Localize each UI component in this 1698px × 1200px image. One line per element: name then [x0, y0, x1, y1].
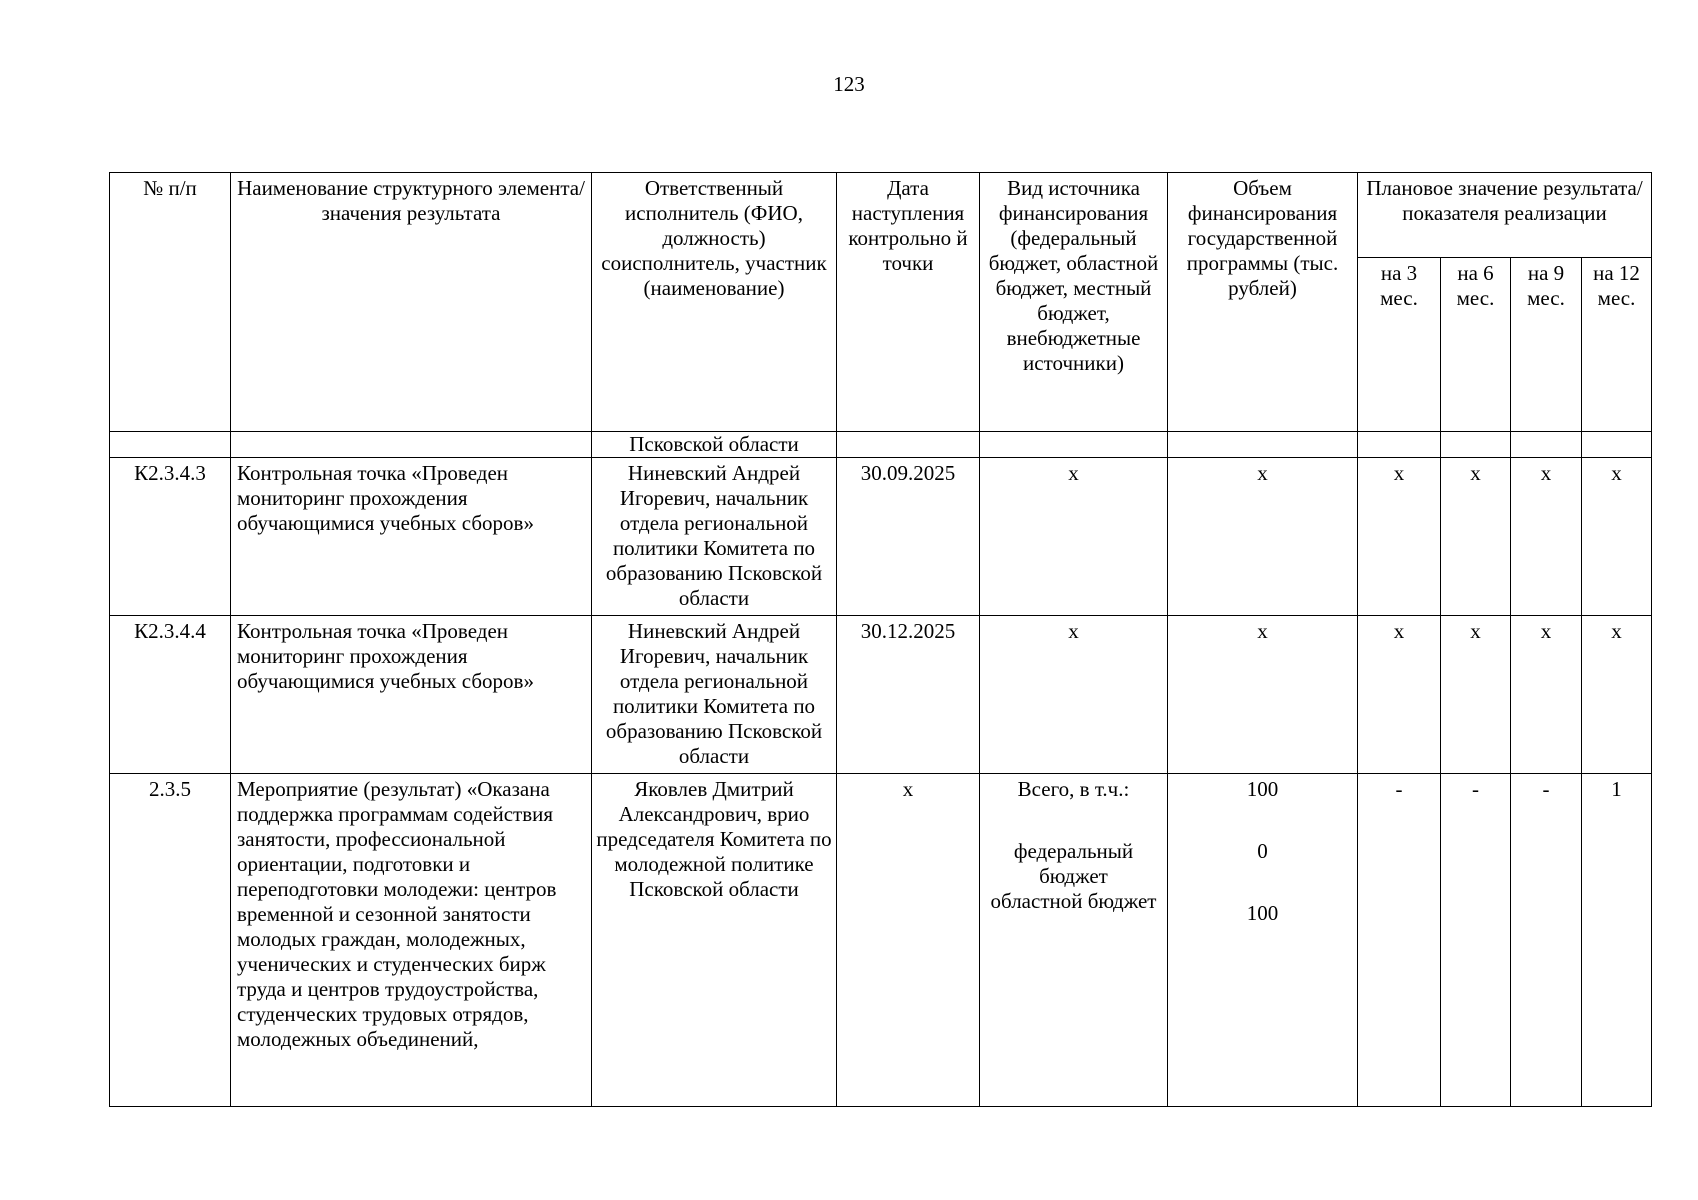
header-m9: на 9 мес.	[1511, 258, 1582, 432]
row-m9: х	[1511, 458, 1582, 616]
volume-regional: 100	[1246, 901, 1279, 925]
cell	[1358, 432, 1441, 458]
source-total: Всего, в т.ч.:	[1017, 777, 1130, 801]
row-date: х	[837, 774, 980, 1107]
row-date: 30.12.2025	[837, 616, 980, 774]
cell	[1511, 432, 1582, 458]
header-date: Дата наступления контрольно й точки	[837, 173, 980, 432]
volume-federal: 0	[1257, 839, 1268, 863]
row-num: К2.3.4.3	[110, 458, 231, 616]
row-m6: х	[1441, 458, 1511, 616]
table-row	[110, 458, 1652, 616]
cell	[1582, 432, 1652, 458]
row-m9: х	[1511, 616, 1582, 774]
header-responsible: Ответственный исполнитель (ФИО, должность) соисполнитель, участник (наименование)	[592, 173, 837, 432]
row-volume	[1168, 774, 1358, 1107]
row-date: 30.09.2025	[837, 458, 980, 616]
row-volume: х	[1168, 458, 1358, 616]
row-volume: х	[1168, 616, 1358, 774]
table-row	[110, 774, 1652, 1107]
cell	[231, 432, 592, 458]
cell	[980, 432, 1168, 458]
header-name: Наименование структурного элемента/ значения результата	[231, 173, 592, 432]
row-m12: 1	[1582, 774, 1652, 1107]
header-num: № п/п	[110, 173, 231, 432]
row-m3: х	[1358, 458, 1441, 616]
cell	[1441, 432, 1511, 458]
row-num: 2.3.5	[110, 774, 231, 1107]
row-m9: -	[1511, 774, 1582, 1107]
cell	[1168, 432, 1358, 458]
source-regional: областной бюджет	[990, 889, 1157, 913]
cell	[837, 432, 980, 458]
row-name: Контрольная точка «Проведен мониторинг прохождения обучающимися учебных сборов»	[231, 458, 592, 616]
header-volume: Объем финансирования государственной программы (тыс. рублей)	[1168, 173, 1358, 432]
table-row	[110, 616, 1652, 774]
continuation-row	[110, 432, 1652, 458]
row-name: Контрольная точка «Проведен мониторинг прохождения обучающимися учебных сборов»	[231, 616, 592, 774]
source-federal: федеральный бюджет	[1013, 839, 1134, 888]
row-num: К2.3.4.4	[110, 616, 231, 774]
row-m3: -	[1358, 774, 1441, 1107]
row-m6: х	[1441, 616, 1511, 774]
row-responsible: Ниневский Андрей Игоревич, начальник отдела региональной политики Комитета по образованию Псковской области	[592, 616, 837, 774]
row-m6: -	[1441, 774, 1511, 1107]
header-m6: на 6 мес.	[1441, 258, 1511, 432]
row-source: х	[980, 616, 1168, 774]
header-m12: на 12 мес.	[1582, 258, 1652, 432]
header-plan: Плановое значение результата/показателя реализации	[1358, 173, 1652, 258]
row-responsible: Яковлев Дмитрий Александрович, врио председателя Комитета по молодежной политике Псковской области	[592, 774, 837, 1107]
row-m12: х	[1582, 458, 1652, 616]
row-source	[980, 774, 1168, 1107]
header-row	[110, 173, 1652, 258]
row-m12: х	[1582, 616, 1652, 774]
row-responsible: Ниневский Андрей Игоревич, начальник отдела региональной политики Комитета по образованию Псковской области	[592, 458, 837, 616]
page-number: 123	[833, 72, 865, 96]
header-m3: на 3 мес.	[1358, 258, 1441, 432]
row-source: х	[980, 458, 1168, 616]
continuation-responsible: Псковской области	[592, 432, 837, 458]
program-plan-table	[109, 172, 1652, 1107]
header-source: Вид источника финансирования (федеральный бюджет, областной бюджет, местный бюджет, внебюджетные источники)	[980, 173, 1168, 432]
volume-total: 100	[1246, 777, 1279, 801]
row-m3: х	[1358, 616, 1441, 774]
row-name: Мероприятие (результат) «Оказана поддержка программам содействия занятости, профессиональной ориентации, подготовки и переподготовки молодежи: центров временной и сезонной занятости молодых граждан, молодежных, ученических и студенческих бирж труда и центров трудоустройства, студенческих трудовых отрядов, молодежных объединений,	[231, 774, 592, 1107]
cell	[110, 432, 231, 458]
